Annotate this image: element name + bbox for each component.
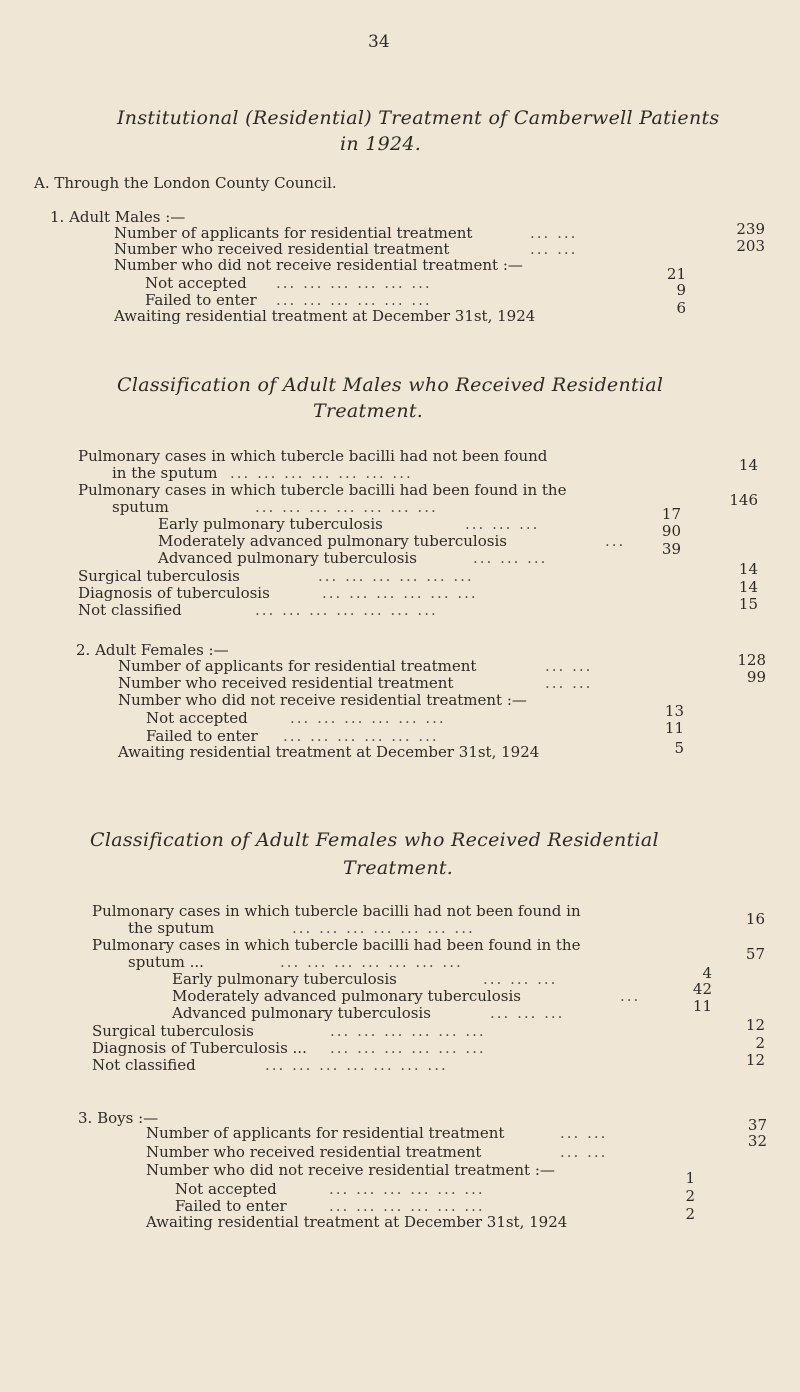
- boys-not-received-label: Number who did not receive residential treatment :—: [146, 1161, 555, 1179]
- boys-received-value: 32: [747, 1132, 767, 1150]
- boys-received-leader: ... ...: [560, 1143, 608, 1161]
- males-not-received-label: Number who did not receive residential treatment :—: [114, 256, 523, 274]
- females-not-accepted-label: Not accepted: [146, 709, 248, 727]
- females-awaiting-label: Awaiting residential treatment at December 31st, 1924: [118, 743, 540, 761]
- females-surgical-leader: ... ... ... ... ... ...: [330, 1022, 486, 1040]
- males-applicants-value: 239: [736, 220, 765, 238]
- males-not-classified-value: 15: [738, 595, 758, 613]
- females-pulm-not-found-line2: the sputum: [128, 919, 215, 937]
- boys-heading: 3. Boys :—: [78, 1109, 159, 1127]
- females-pulm-found-line2: sputum ...: [128, 953, 204, 971]
- males-not-classified-leader: ... ... ... ... ... ... ...: [255, 601, 438, 619]
- adult-females-heading: 2. Adult Females :—: [76, 641, 229, 659]
- males-pulm-not-found-line2: in the sputum: [112, 464, 218, 482]
- females-not-accepted-leader: ... ... ... ... ... ...: [290, 709, 446, 727]
- females-failed-label: Failed to enter: [146, 727, 258, 745]
- females-not-classified-value: 12: [745, 1051, 765, 1069]
- males-failed-value: 9: [676, 281, 686, 299]
- females-early-leader: ... ... ...: [483, 970, 558, 988]
- males-not-accepted-leader: ... ... ... ... ... ...: [276, 274, 432, 292]
- females-not-classified-label: Not classified: [92, 1056, 196, 1074]
- females-classification-title-line1: Classification of Adult Females who Received Residential: [90, 829, 659, 851]
- boys-not-accepted-label: Not accepted: [175, 1180, 277, 1198]
- males-pulm-found-line1: Pulmonary cases in which tubercle bacilli had been found in the: [78, 481, 567, 499]
- adult-males-heading: 1. Adult Males :—: [50, 208, 186, 226]
- males-failed-leader: ... ... ... ... ... ...: [276, 291, 432, 309]
- males-advanced-value: 39: [661, 540, 681, 558]
- females-diagnosis-label: Diagnosis of Tuberculosis ...: [92, 1039, 307, 1057]
- males-diagnosis-value: 14: [738, 578, 758, 596]
- females-not-classified-leader: ... ... ... ... ... ... ...: [265, 1056, 448, 1074]
- females-received-label: Number who received residential treatment: [118, 674, 454, 692]
- males-diagnosis-leader: ... ... ... ... ... ...: [322, 584, 478, 602]
- males-pulm-not-found-value: 14: [738, 456, 758, 474]
- females-not-accepted-value: 13: [664, 702, 684, 720]
- males-received-leader: ... ...: [530, 240, 578, 258]
- males-not-accepted-label: Not accepted: [145, 274, 247, 292]
- boys-applicants-leader: ... ...: [560, 1124, 608, 1142]
- males-pulm-not-found-leader: ... ... ... ... ... ... ...: [230, 464, 413, 482]
- females-moderate-label: Moderately advanced pulmonary tuberculosis: [172, 987, 521, 1005]
- males-advanced-leader: ... ... ...: [473, 549, 548, 567]
- boys-applicants-label: Number of applicants for residential treatment: [146, 1124, 505, 1142]
- males-failed-label: Failed to enter: [145, 291, 257, 309]
- boys-not-accepted-value: 1: [685, 1169, 695, 1187]
- boys-failed-leader: ... ... ... ... ... ...: [329, 1197, 485, 1215]
- males-applicants-leader: ... ...: [530, 224, 578, 242]
- females-not-received-label: Number who did not receive residential treatment :—: [118, 691, 527, 709]
- males-surgical-leader: ... ... ... ... ... ...: [318, 567, 474, 585]
- page-title-line1: Institutional (Residential) Treatment of Camberwell Patients: [117, 107, 720, 129]
- males-early-label: Early pulmonary tuberculosis: [158, 515, 383, 533]
- males-moderate-leader: ...: [605, 532, 626, 550]
- females-applicants-value: 128: [737, 651, 766, 669]
- females-moderate-value: 42: [692, 980, 712, 998]
- males-applicants-label: Number of applicants for residential treatment: [114, 224, 473, 242]
- page-number: 34: [368, 32, 390, 52]
- females-failed-leader: ... ... ... ... ... ...: [283, 727, 439, 745]
- boys-not-accepted-leader: ... ... ... ... ... ...: [329, 1180, 485, 1198]
- males-advanced-label: Advanced pulmonary tuberculosis: [158, 549, 417, 567]
- females-surgical-value: 12: [745, 1016, 765, 1034]
- males-pulm-not-found-line1: Pulmonary cases in which tubercle bacilli had not been found: [78, 447, 548, 465]
- section-a-heading: A. Through the London County Council.: [34, 174, 337, 192]
- males-not-accepted-value: 21: [666, 265, 686, 283]
- females-failed-value: 11: [664, 719, 684, 737]
- males-surgical-label: Surgical tuberculosis: [78, 567, 240, 585]
- boys-received-label: Number who received residential treatment: [146, 1143, 482, 1161]
- males-pulm-found-line2: sputum: [112, 498, 169, 516]
- females-diagnosis-value: 2: [755, 1034, 765, 1052]
- females-moderate-leader: ...: [620, 987, 641, 1005]
- females-advanced-label: Advanced pulmonary tuberculosis: [172, 1004, 431, 1022]
- boys-awaiting-label: Awaiting residential treatment at December 31st, 1924: [146, 1213, 568, 1231]
- males-diagnosis-label: Diagnosis of tuberculosis: [78, 584, 270, 602]
- females-applicants-leader: ... ...: [545, 657, 593, 675]
- males-awaiting-value: 6: [676, 299, 686, 317]
- females-received-leader: ... ...: [545, 674, 593, 692]
- females-early-label: Early pulmonary tuberculosis: [172, 970, 397, 988]
- males-received-label: Number who received residential treatment: [114, 240, 450, 258]
- females-pulm-not-found-leader: ... ... ... ... ... ... ...: [292, 919, 475, 937]
- females-awaiting-value: 5: [674, 739, 684, 757]
- males-moderate-value: 90: [661, 522, 681, 540]
- males-early-leader: ... ... ...: [465, 515, 540, 533]
- females-pulm-found-leader: ... ... ... ... ... ... ...: [280, 953, 463, 971]
- females-surgical-label: Surgical tuberculosis: [92, 1022, 254, 1040]
- boys-applicants-value: 37: [747, 1116, 767, 1134]
- males-pulm-found-value: 146: [729, 491, 758, 509]
- females-diagnosis-leader: ... ... ... ... ... ...: [330, 1039, 486, 1057]
- boys-failed-value: 2: [685, 1187, 695, 1205]
- males-classification-title-line2: Treatment.: [313, 400, 424, 422]
- boys-failed-label: Failed to enter: [175, 1197, 287, 1215]
- females-pulm-not-found-line1: Pulmonary cases in which tubercle bacilli had not been found in: [92, 902, 581, 920]
- males-classification-title-line1: Classification of Adult Males who Received Residential: [117, 374, 664, 396]
- males-awaiting-label: Awaiting residential treatment at December 31st, 1924: [114, 307, 536, 325]
- females-pulm-not-found-value: 16: [745, 910, 765, 928]
- females-pulm-found-line1: Pulmonary cases in which tubercle bacilli had been found in the: [92, 936, 581, 954]
- females-classification-title-line2: Treatment.: [343, 857, 454, 879]
- males-pulm-found-leader: ... ... ... ... ... ... ...: [255, 498, 438, 516]
- males-surgical-value: 14: [738, 560, 758, 578]
- females-advanced-value: 11: [692, 997, 712, 1015]
- males-early-value: 17: [661, 505, 681, 523]
- page-title-line2: in 1924.: [340, 133, 422, 155]
- females-received-value: 99: [746, 668, 766, 686]
- females-early-value: 4: [702, 964, 712, 982]
- males-not-classified-label: Not classified: [78, 601, 182, 619]
- females-pulm-found-value: 57: [745, 945, 765, 963]
- females-applicants-label: Number of applicants for residential treatment: [118, 657, 477, 675]
- females-advanced-leader: ... ... ...: [490, 1004, 565, 1022]
- males-received-value: 203: [736, 237, 765, 255]
- males-moderate-label: Moderately advanced pulmonary tuberculosis: [158, 532, 507, 550]
- boys-awaiting-value: 2: [685, 1205, 695, 1223]
